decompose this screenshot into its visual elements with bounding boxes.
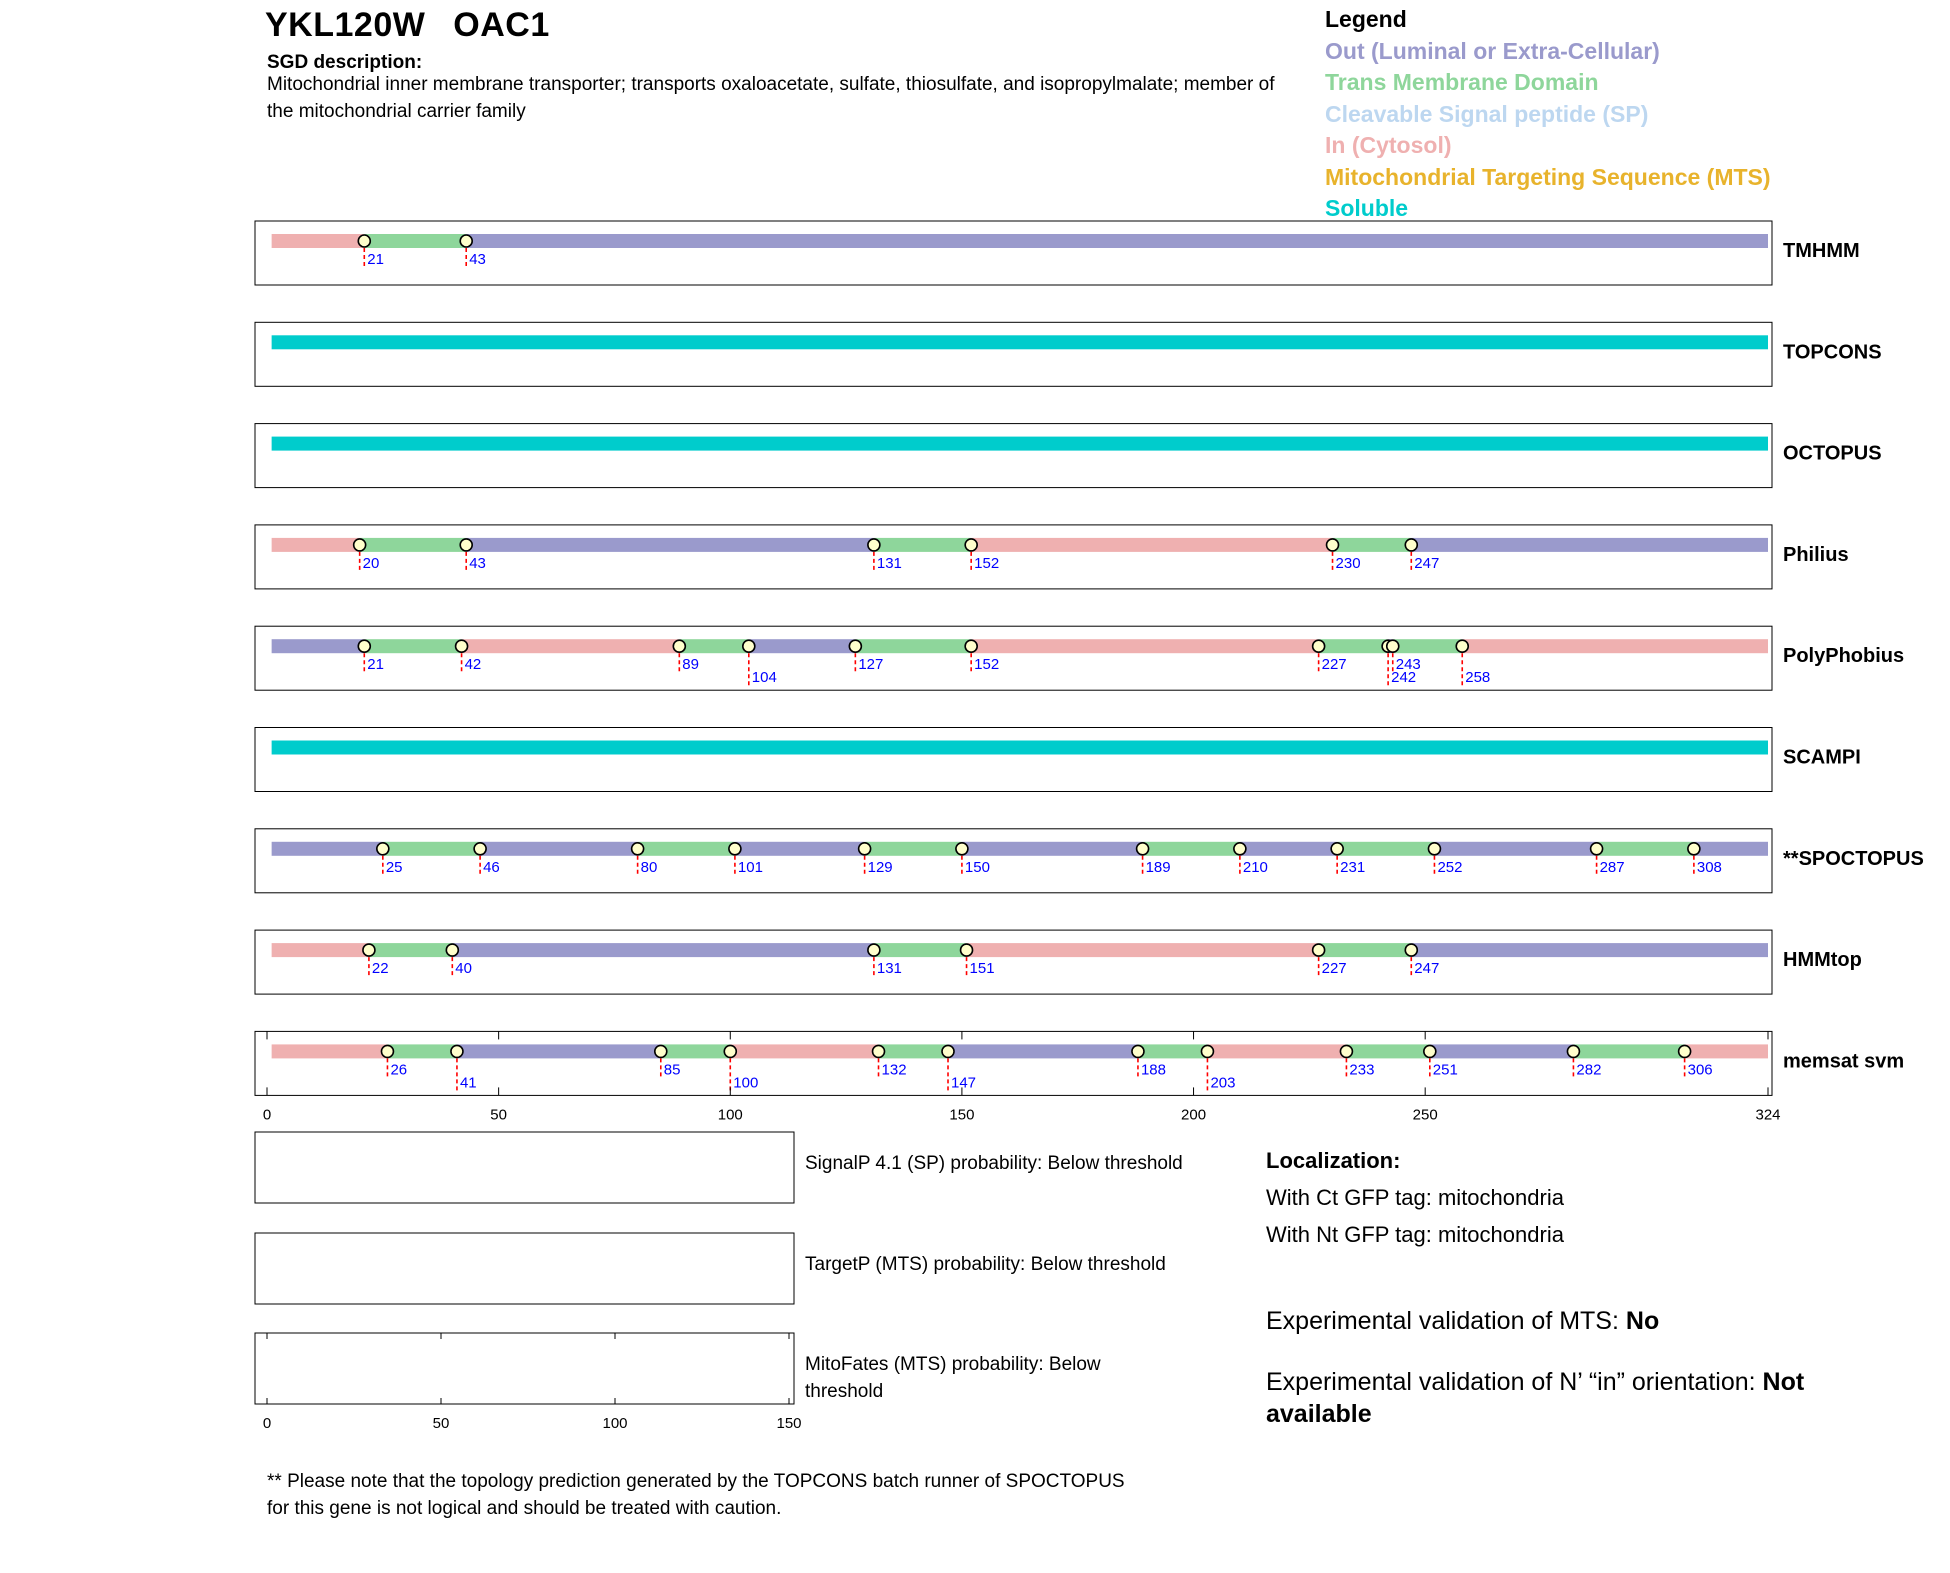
- boundary-label: 100: [733, 1074, 759, 1092]
- segment-tm: [855, 639, 971, 653]
- segment-in: [272, 538, 360, 552]
- boundary-label: 21: [367, 251, 384, 268]
- ct-label: With Ct GFP tag:: [1266, 1185, 1432, 1210]
- segment-in: [272, 943, 369, 957]
- boundary-marker: [724, 1045, 736, 1057]
- boundary-marker: [1137, 843, 1149, 855]
- panel-label-box: [805, 1351, 1235, 1411]
- boundary-marker: [446, 944, 458, 956]
- boundary-marker: [460, 235, 472, 247]
- boundary-label: 20: [362, 554, 380, 572]
- track-topcons: [255, 322, 1882, 386]
- segment-tm: [364, 234, 466, 248]
- segment-in: [1685, 1044, 1768, 1058]
- boundary-label: 104: [751, 669, 777, 687]
- boundary-marker: [460, 539, 472, 551]
- probability-panel-0: [255, 1132, 1235, 1210]
- segment-tm: [1573, 1044, 1684, 1058]
- segment-tm: [1143, 842, 1240, 856]
- x-tick-label: 50: [490, 1106, 507, 1124]
- segment-tm: [638, 842, 735, 856]
- segment-out: [735, 842, 865, 856]
- boundary-marker: [1234, 843, 1246, 855]
- validation-orientation: [1266, 1366, 1826, 1430]
- boundary-label: 188: [1140, 1061, 1166, 1079]
- track-name: TOPCONS: [1783, 341, 1882, 364]
- segment-out: [1411, 538, 1768, 552]
- validation-mts: [1266, 1307, 1659, 1336]
- prob-tick-label: 150: [776, 1415, 802, 1432]
- track-name: PolyPhobius: [1783, 645, 1905, 668]
- track-hmmtop: [255, 930, 1862, 994]
- boundary-marker: [1688, 843, 1700, 855]
- segment-out: [1434, 842, 1596, 856]
- gene-id: YKL120W: [265, 6, 426, 44]
- track-polyphobius: [255, 626, 1904, 690]
- boundary-marker: [456, 640, 468, 652]
- track-scampi: [255, 728, 1861, 792]
- segment-tm: [383, 842, 480, 856]
- boundary-label: 231: [1340, 858, 1366, 876]
- segment-out: [272, 639, 365, 653]
- segment-tm: [1597, 842, 1694, 856]
- boundary-marker: [965, 640, 977, 652]
- boundary-marker: [1405, 539, 1417, 551]
- boundary-marker: [1424, 1045, 1436, 1057]
- segment-tm: [1138, 1044, 1207, 1058]
- boundary-label: 227: [1321, 960, 1347, 978]
- boundary-label: 230: [1335, 554, 1361, 572]
- segment-tm: [879, 1044, 948, 1058]
- boundary-label: 26: [390, 1061, 408, 1079]
- boundary-marker: [729, 843, 741, 855]
- boundary-marker: [942, 1045, 954, 1057]
- segment-soluble: [272, 335, 1768, 349]
- boundary-marker: [1679, 1045, 1691, 1057]
- segment-in: [1207, 1044, 1346, 1058]
- track-frame: [255, 626, 1772, 690]
- boundary-marker: [1132, 1045, 1144, 1057]
- mts-validation-value: No: [1625, 1307, 1660, 1335]
- boundary-label: 150: [964, 858, 990, 876]
- boundary-marker: [363, 944, 375, 956]
- boundary-label: 147: [951, 1074, 977, 1092]
- segment-tm: [1393, 639, 1462, 653]
- segment-out: [466, 234, 1768, 248]
- boundary-label: 127: [858, 656, 884, 674]
- boundary-marker: [451, 1045, 463, 1057]
- probability-panel-2: [255, 1333, 1235, 1411]
- boundary-marker: [1313, 944, 1325, 956]
- localization-title: Localization:: [1266, 1148, 1401, 1173]
- localization-nt: [1266, 1222, 1564, 1248]
- segment-tm: [1319, 639, 1388, 653]
- segment-in: [272, 1044, 388, 1058]
- segment-in: [1462, 639, 1768, 653]
- legend-title: Legend: [1325, 6, 1407, 32]
- boundary-marker: [1331, 843, 1343, 855]
- boundary-label: 243: [1395, 656, 1421, 674]
- track-frame: [255, 1031, 1772, 1095]
- boundary-marker: [743, 640, 755, 652]
- nt-label: With Nt GFP tag:: [1266, 1222, 1432, 1247]
- track-spoctopus: [255, 829, 1924, 893]
- track-name: TMHMM: [1783, 240, 1860, 262]
- segment-out: [457, 1044, 661, 1058]
- segment-tm: [387, 1044, 456, 1058]
- boundary-label: 25: [385, 858, 403, 876]
- boundary-label: 46: [483, 858, 500, 876]
- boundary-label: 43: [469, 251, 486, 268]
- boundary-label: 152: [974, 554, 1000, 572]
- prob-x-axis: [263, 1333, 802, 1432]
- track-frame: [255, 930, 1772, 994]
- boundary-label: 210: [1242, 858, 1268, 876]
- boundary-marker: [358, 640, 370, 652]
- segment-tm: [1337, 842, 1434, 856]
- track-name: Philius: [1783, 543, 1849, 566]
- boundary-label: 41: [459, 1074, 477, 1092]
- legend-item-sp: Cleavable Signal peptide (SP): [1325, 100, 1649, 127]
- boundary-marker: [868, 539, 880, 551]
- panel-frame: [255, 1132, 794, 1203]
- track-tmhmm: [255, 221, 1860, 285]
- panel-frame: [255, 1333, 794, 1404]
- legend-item-tm: Trans Membrane Domain: [1325, 69, 1599, 95]
- boundary-label: 251: [1432, 1061, 1458, 1079]
- boundary-label: 247: [1414, 554, 1440, 572]
- segment-out: [452, 943, 874, 957]
- boundary-marker: [956, 843, 968, 855]
- boundary-marker: [868, 944, 880, 956]
- segment-in: [462, 639, 680, 653]
- boundary-label: 40: [455, 960, 472, 978]
- boundary-marker: [965, 539, 977, 551]
- x-tick-label: 250: [1412, 1106, 1438, 1124]
- segment-out: [749, 639, 856, 653]
- boundary-label: 189: [1145, 858, 1171, 876]
- segment-tm: [874, 943, 967, 957]
- boundary-marker: [1387, 640, 1399, 652]
- segment-tm: [1319, 943, 1412, 957]
- panel-label-box: [805, 1150, 1235, 1210]
- boundary-marker: [873, 1045, 885, 1057]
- boundary-label: 80: [640, 858, 658, 876]
- boundary-label: 152: [974, 656, 1000, 674]
- boundary-label: 85: [663, 1061, 681, 1079]
- boundary-label: 258: [1465, 669, 1491, 687]
- ct-value: mitochondria: [1437, 1185, 1564, 1210]
- legend-item-in: In (Cytosol): [1325, 132, 1452, 158]
- boundary-marker: [381, 1045, 393, 1057]
- track-name: SCAMPI: [1783, 746, 1861, 769]
- boundary-label: 203: [1210, 1074, 1236, 1092]
- boundary-marker: [1591, 843, 1603, 855]
- boundary-marker: [849, 640, 861, 652]
- segment-tm: [364, 639, 461, 653]
- segment-tm: [1333, 538, 1412, 552]
- prob-tick-label: 50: [432, 1415, 450, 1432]
- boundary-marker: [1428, 843, 1440, 855]
- boundary-marker: [1567, 1045, 1579, 1057]
- segment-tm: [661, 1044, 730, 1058]
- segment-tm: [874, 538, 971, 552]
- segment-tm: [679, 639, 748, 653]
- boundary-marker: [859, 843, 871, 855]
- boundary-marker: [961, 944, 973, 956]
- boundary-label: 151: [969, 960, 995, 978]
- track-frame: [255, 424, 1772, 488]
- boundary-marker: [358, 235, 370, 247]
- sgd-label: SGD description:: [267, 52, 423, 73]
- x-tick-label: 324: [1755, 1106, 1781, 1124]
- orientation-value: Not available: [1266, 1368, 1805, 1428]
- panel-frame: [255, 1233, 794, 1304]
- boundary-marker: [1327, 539, 1339, 551]
- boundary-label: 308: [1696, 858, 1722, 876]
- track-frame: [255, 322, 1772, 386]
- boundary-marker: [474, 843, 486, 855]
- segment-in: [971, 538, 1332, 552]
- track-name: HMMtop: [1783, 949, 1862, 972]
- orientation-label: Experimental validation of N’ “in” orientation:: [1266, 1368, 1756, 1396]
- segment-in: [272, 234, 365, 248]
- boundary-label: 242: [1391, 669, 1417, 687]
- boundary-label: 43: [469, 554, 486, 572]
- boundary-label: 131: [876, 960, 902, 978]
- boundary-label: 131: [876, 554, 902, 572]
- panel-label-box: [805, 1251, 1235, 1311]
- gene-name: OAC1: [453, 6, 550, 44]
- boundary-label: 287: [1599, 858, 1625, 876]
- boundary-label: 89: [682, 656, 699, 674]
- x-tick-label: 200: [1181, 1106, 1207, 1124]
- segment-out: [962, 842, 1143, 856]
- sgd-description: Mitochondrial inner membrane transporter; transports oxaloacetate, sulfate, thiosulfate, and isopropylmalate; member of the mitochondrial carrier family: [267, 74, 1275, 122]
- boundary-label: 227: [1321, 656, 1347, 674]
- boundary-label: 129: [867, 858, 893, 876]
- track-name: **SPOCTOPUS: [1783, 847, 1924, 870]
- legend-item-soluble: Soluble: [1325, 195, 1409, 221]
- legend-item-mts: Mitochondrial Targeting Sequence (MTS): [1325, 163, 1771, 190]
- x-tick-label: 0: [262, 1106, 272, 1124]
- segment-out: [1694, 842, 1768, 856]
- segment-in: [730, 1044, 878, 1058]
- track-philius: [255, 525, 1849, 589]
- boundary-marker: [1405, 944, 1417, 956]
- probability-panel-1: [255, 1233, 1235, 1311]
- boundary-label: 21: [367, 656, 384, 674]
- segment-out: [272, 842, 383, 856]
- boundary-marker: [632, 843, 644, 855]
- mts-validation-label: Experimental validation of MTS:: [1266, 1307, 1619, 1335]
- track-frame: [255, 728, 1772, 792]
- x-tick-label: 100: [717, 1106, 743, 1124]
- segment-in: [967, 943, 1319, 957]
- segment-in: [971, 639, 1318, 653]
- boundary-marker: [377, 843, 389, 855]
- segment-out: [1240, 842, 1337, 856]
- nt-value: mitochondria: [1437, 1222, 1564, 1247]
- segment-tm: [1346, 1044, 1429, 1058]
- track-memsatsvm: [255, 1031, 1904, 1095]
- boundary-label: 247: [1414, 960, 1440, 978]
- x-tick-label: 150: [949, 1106, 975, 1124]
- boundary-label: 306: [1687, 1061, 1713, 1079]
- panel-label: MitoFates (MTS) probability: Below threshold: [805, 1354, 1101, 1402]
- boundary-label: 252: [1437, 858, 1463, 876]
- boundary-label: 42: [464, 656, 482, 674]
- track-name: memsat svm: [1783, 1050, 1905, 1073]
- boundary-marker: [1201, 1045, 1213, 1057]
- segment-soluble: [272, 437, 1768, 451]
- legend-item-out: Out (Luminal or Extra-Cellular): [1325, 37, 1660, 64]
- prob-tick-label: 100: [602, 1415, 628, 1432]
- panel-label: TargetP (MTS) probability: Below threshold: [805, 1254, 1166, 1275]
- footnote: ** Please note that the topology prediction generated by the TOPCONS batch runner of SPOCTOPUS for this gene is not logical and should be treated with caution.: [267, 1471, 1125, 1519]
- boundary-marker: [655, 1045, 667, 1057]
- segment-out: [948, 1044, 1138, 1058]
- boundary-label: 282: [1576, 1061, 1602, 1079]
- localization-ct: [1266, 1185, 1564, 1211]
- boundary-marker: [1313, 640, 1325, 652]
- boundary-marker: [673, 640, 685, 652]
- boundary-marker: [1340, 1045, 1352, 1057]
- boundary-label: 233: [1349, 1061, 1375, 1079]
- segment-soluble: [272, 741, 1768, 755]
- segment-out: [1430, 1044, 1574, 1058]
- segment-tm: [360, 538, 467, 552]
- segment-out: [1411, 943, 1768, 957]
- segment-tm: [865, 842, 962, 856]
- prob-tick-label: 0: [262, 1415, 272, 1432]
- boundary-marker: [354, 539, 366, 551]
- boundary-label: 101: [737, 858, 763, 876]
- segment-out: [466, 538, 874, 552]
- segment-tm: [369, 943, 452, 957]
- track-name: OCTOPUS: [1783, 442, 1882, 465]
- segment-out: [480, 842, 638, 856]
- boundary-marker: [1456, 640, 1468, 652]
- boundary-label: 132: [881, 1061, 907, 1079]
- boundary-label: 22: [371, 960, 389, 978]
- track-octopus: [255, 424, 1882, 488]
- panel-label: SignalP 4.1 (SP) probability: Below threshold: [805, 1153, 1183, 1174]
